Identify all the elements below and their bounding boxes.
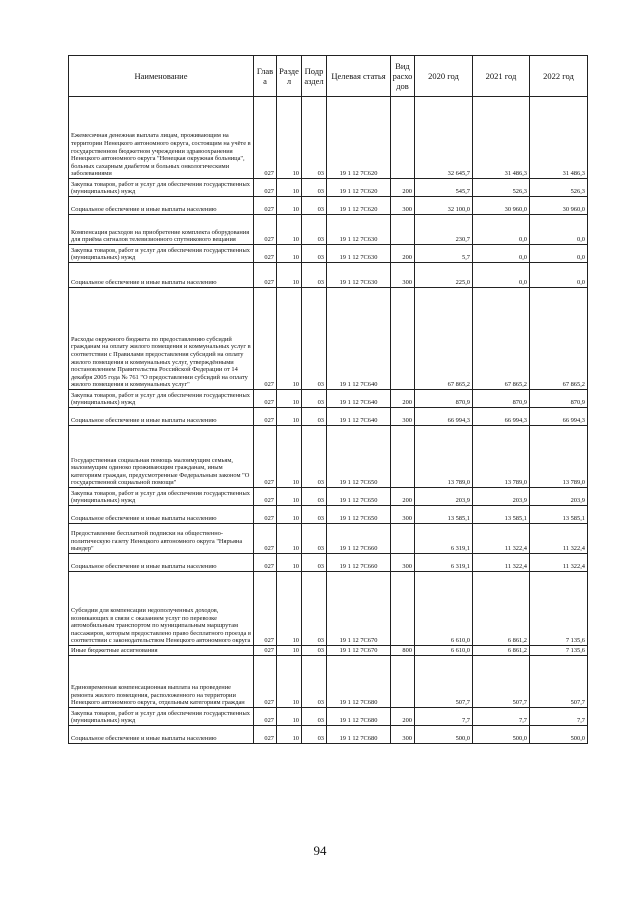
row-value-2022: 13 585,1 — [530, 506, 588, 524]
row-razdel: 10 — [277, 656, 302, 708]
table-row — [69, 390, 588, 408]
row-target-article: 19 1 12 7С660 — [327, 554, 391, 572]
row-expense-type — [391, 426, 415, 488]
row-podrazdel: 03 — [302, 524, 327, 554]
row-glava: 027 — [254, 263, 277, 288]
row-target-article: 19 1 12 7С630 — [327, 263, 391, 288]
row-expense-type: 300 — [391, 554, 415, 572]
table-row — [69, 524, 588, 554]
row-target-article: 19 1 12 7С630 — [327, 245, 391, 263]
row-value-2022: 500,0 — [530, 726, 588, 744]
row-razdel: 10 — [277, 554, 302, 572]
row-target-article: 19 1 12 7С680 — [327, 656, 391, 708]
row-razdel: 10 — [277, 524, 302, 554]
row-value-2021: 6 861,2 — [473, 646, 530, 656]
row-value-2022: 507,7 — [530, 656, 588, 708]
row-value-2022: 66 994,3 — [530, 408, 588, 426]
row-value-2020: 230,7 — [415, 215, 473, 245]
row-value-2020: 13 789,0 — [415, 426, 473, 488]
row-target-article: 19 1 12 7С650 — [327, 488, 391, 506]
row-name: Закупка товаров, работ и услуг для обеспечения государственных (муниципальных) нужд — [69, 708, 254, 726]
row-name: Предоставление бесплатной подписки на общественно-политическую газету Ненецкого автономного округа "Няръяна вындер" — [69, 524, 254, 554]
row-podrazdel: 03 — [302, 390, 327, 408]
row-name: Социальное обеспечение и иные выплаты населению — [69, 726, 254, 744]
row-name: Закупка товаров, работ и услуг для обеспечения государственных (муниципальных) нужд — [69, 245, 254, 263]
row-podrazdel: 03 — [302, 708, 327, 726]
header-year-2022: 2022 год — [530, 56, 588, 97]
row-razdel: 10 — [277, 708, 302, 726]
row-value-2021: 11 322,4 — [473, 554, 530, 572]
row-podrazdel: 03 — [302, 179, 327, 197]
table-row — [69, 554, 588, 572]
row-value-2021: 67 865,2 — [473, 288, 530, 390]
row-value-2022: 0,0 — [530, 245, 588, 263]
row-expense-type: 200 — [391, 488, 415, 506]
row-value-2022: 7 135,6 — [530, 572, 588, 646]
header-podrazdel: Подр аздел — [302, 56, 327, 97]
row-glava: 027 — [254, 726, 277, 744]
row-name: Социальное обеспечение и иные выплаты населению — [69, 554, 254, 572]
row-value-2020: 545,7 — [415, 179, 473, 197]
row-expense-type: 800 — [391, 646, 415, 656]
row-value-2020: 870,9 — [415, 390, 473, 408]
row-expense-type — [391, 572, 415, 646]
row-glava: 027 — [254, 646, 277, 656]
header-expense-type: Вид расхо дов — [391, 56, 415, 97]
header-year-2020: 2020 год — [415, 56, 473, 97]
table-row — [69, 656, 588, 708]
header-year-2021: 2021 год — [473, 56, 530, 97]
row-razdel: 10 — [277, 97, 302, 179]
row-value-2021: 7,7 — [473, 708, 530, 726]
row-value-2020: 7,7 — [415, 708, 473, 726]
page-number: 94 — [313, 843, 327, 858]
table-row — [69, 726, 588, 744]
row-name: Социальное обеспечение и иные выплаты населению — [69, 408, 254, 426]
row-value-2022: 7,7 — [530, 708, 588, 726]
row-podrazdel: 03 — [302, 646, 327, 656]
row-value-2020: 67 865,2 — [415, 288, 473, 390]
row-glava: 027 — [254, 488, 277, 506]
table-row — [69, 179, 588, 197]
row-name: Компенсация расходов на приобретение комплекта оборудования для приёма сигналов телевизионного спутникового вещания — [69, 215, 254, 245]
row-target-article: 19 1 12 7С620 — [327, 197, 391, 215]
row-podrazdel: 03 — [302, 408, 327, 426]
row-value-2021: 203,9 — [473, 488, 530, 506]
row-podrazdel: 03 — [302, 506, 327, 524]
row-expense-type — [391, 288, 415, 390]
row-razdel: 10 — [277, 288, 302, 390]
row-value-2022: 67 865,2 — [530, 288, 588, 390]
row-value-2021: 0,0 — [473, 245, 530, 263]
table-row — [69, 572, 588, 646]
table-header-row — [69, 56, 588, 97]
row-glava: 027 — [254, 554, 277, 572]
row-value-2022: 30 960,0 — [530, 197, 588, 215]
row-podrazdel: 03 — [302, 245, 327, 263]
row-glava: 027 — [254, 708, 277, 726]
row-name: Ежемесячная денежная выплата лицам, проживающим на территории Ненецкого автономного округа, состоящим на учёте в государственном бюджетном учреждении здравоохранения Ненецкого автономного округа "Ненецкая окружная больница", больных сахарным диабетом и больных онкологическими заболеваниями — [69, 97, 254, 179]
row-value-2021: 507,7 — [473, 656, 530, 708]
row-target-article: 19 1 12 7С640 — [327, 390, 391, 408]
row-expense-type: 200 — [391, 708, 415, 726]
row-value-2021: 6 861,2 — [473, 572, 530, 646]
row-value-2021: 13 789,0 — [473, 426, 530, 488]
row-razdel: 10 — [277, 646, 302, 656]
row-expense-type: 200 — [391, 179, 415, 197]
row-target-article: 19 1 12 7С630 — [327, 215, 391, 245]
row-razdel: 10 — [277, 506, 302, 524]
row-expense-type: 200 — [391, 245, 415, 263]
row-value-2020: 203,9 — [415, 488, 473, 506]
row-razdel: 10 — [277, 572, 302, 646]
row-value-2022: 31 486,3 — [530, 97, 588, 179]
row-name: Социальное обеспечение и иные выплаты населению — [69, 263, 254, 288]
header-name: Наименование — [69, 56, 254, 97]
row-name: Расходы окружного бюджета по предоставлению субсидий гражданам на оплату жилого помещения и коммунальных услуг в соответствии с Правилами предоставления субсидий на оплату жилого помещения и коммунальных услуг, утверждёнными постановлением Правительства Российской Федерации от 14 декабря 2005 года № 761 "О предоставлении субсидий на оплату жилого помещения и коммунальных услуг" — [69, 288, 254, 390]
row-glava: 027 — [254, 572, 277, 646]
row-value-2020: 13 585,1 — [415, 506, 473, 524]
row-podrazdel: 03 — [302, 288, 327, 390]
row-value-2021: 13 585,1 — [473, 506, 530, 524]
row-target-article: 19 1 12 7С670 — [327, 646, 391, 656]
row-podrazdel: 03 — [302, 197, 327, 215]
row-expense-type — [391, 656, 415, 708]
row-value-2022: 870,9 — [530, 390, 588, 408]
row-razdel: 10 — [277, 408, 302, 426]
row-target-article: 19 1 12 7С640 — [327, 288, 391, 390]
row-expense-type — [391, 215, 415, 245]
row-glava: 027 — [254, 97, 277, 179]
row-razdel: 10 — [277, 215, 302, 245]
row-razdel: 10 — [277, 426, 302, 488]
row-podrazdel: 03 — [302, 215, 327, 245]
row-value-2020: 507,7 — [415, 656, 473, 708]
row-expense-type: 300 — [391, 726, 415, 744]
row-value-2021: 0,0 — [473, 215, 530, 245]
row-glava: 027 — [254, 408, 277, 426]
row-razdel: 10 — [277, 726, 302, 744]
row-expense-type — [391, 524, 415, 554]
row-expense-type: 300 — [391, 408, 415, 426]
row-glava: 027 — [254, 215, 277, 245]
row-podrazdel: 03 — [302, 488, 327, 506]
row-glava: 027 — [254, 245, 277, 263]
row-glava: 027 — [254, 426, 277, 488]
header-glava: Глав а — [254, 56, 277, 97]
row-value-2020: 225,0 — [415, 263, 473, 288]
row-name: Закупка товаров, работ и услуг для обеспечения государственных (муниципальных) нужд — [69, 179, 254, 197]
row-podrazdel: 03 — [302, 572, 327, 646]
row-value-2022: 11 322,4 — [530, 524, 588, 554]
row-name: Иные бюджетные ассигнования — [69, 646, 254, 656]
row-value-2020: 66 994,3 — [415, 408, 473, 426]
row-name: Субсидии для компенсации недополученных доходов, возникающих в связи с оказанием услуг по перевозке автомобильным транспортом по муниципальным маршрутам пассажиров, которым предоставлено право бесплатного проезда в соответствии с законодательством Ненецкого автономного округа — [69, 572, 254, 646]
row-target-article: 19 1 12 7С650 — [327, 426, 391, 488]
row-value-2022: 0,0 — [530, 263, 588, 288]
row-value-2020: 32 100,0 — [415, 197, 473, 215]
row-expense-type — [391, 97, 415, 179]
row-target-article: 19 1 12 7С670 — [327, 572, 391, 646]
table-row — [69, 426, 588, 488]
row-podrazdel: 03 — [302, 426, 327, 488]
table-row — [69, 708, 588, 726]
row-target-article: 19 1 12 7С620 — [327, 97, 391, 179]
row-value-2021: 11 322,4 — [473, 524, 530, 554]
table-row — [69, 263, 588, 288]
row-glava: 027 — [254, 288, 277, 390]
row-name: Закупка товаров, работ и услуг для обеспечения государственных (муниципальных) нужд — [69, 390, 254, 408]
row-target-article: 19 1 12 7С650 — [327, 506, 391, 524]
row-value-2022: 0,0 — [530, 215, 588, 245]
row-value-2022: 11 322,4 — [530, 554, 588, 572]
row-name: Единовременная компенсационная выплата на проведение ремонта жилого помещения, расположенного на территории Ненецкого автономного округа, отдельным категориям граждан — [69, 656, 254, 708]
row-expense-type: 300 — [391, 197, 415, 215]
table-row — [69, 288, 588, 390]
row-expense-type: 300 — [391, 263, 415, 288]
row-value-2021: 31 486,3 — [473, 97, 530, 179]
row-value-2020: 500,0 — [415, 726, 473, 744]
row-glava: 027 — [254, 524, 277, 554]
table-row — [69, 245, 588, 263]
row-name: Закупка товаров, работ и услуг для обеспечения государственных (муниципальных) нужд — [69, 488, 254, 506]
row-value-2021: 500,0 — [473, 726, 530, 744]
row-podrazdel: 03 — [302, 656, 327, 708]
row-glava: 027 — [254, 179, 277, 197]
row-name: Социальное обеспечение и иные выплаты населению — [69, 197, 254, 215]
row-glava: 027 — [254, 390, 277, 408]
row-target-article: 19 1 12 7С680 — [327, 726, 391, 744]
row-glava: 027 — [254, 656, 277, 708]
row-value-2020: 32 645,7 — [415, 97, 473, 179]
row-name: Государственная социальная помощь малоимущим семьям, малоимущим одиноко проживающим гражданам, иным категориям граждан, предусмотренные Федеральным законом "О государственной социальной помощи" — [69, 426, 254, 488]
row-podrazdel: 03 — [302, 726, 327, 744]
row-value-2022: 13 789,0 — [530, 426, 588, 488]
row-value-2021: 526,3 — [473, 179, 530, 197]
table-row — [69, 506, 588, 524]
table-row — [69, 197, 588, 215]
row-razdel: 10 — [277, 488, 302, 506]
row-value-2020: 6 319,1 — [415, 524, 473, 554]
row-value-2020: 6 610,0 — [415, 646, 473, 656]
row-value-2022: 7 135,6 — [530, 646, 588, 656]
row-name: Социальное обеспечение и иные выплаты населению — [69, 506, 254, 524]
table-row — [69, 215, 588, 245]
row-target-article: 19 1 12 7С660 — [327, 524, 391, 554]
row-target-article: 19 1 12 7С640 — [327, 408, 391, 426]
row-razdel: 10 — [277, 197, 302, 215]
row-glava: 027 — [254, 197, 277, 215]
table-row — [69, 97, 588, 179]
row-podrazdel: 03 — [302, 97, 327, 179]
row-value-2020: 5,7 — [415, 245, 473, 263]
row-value-2021: 0,0 — [473, 263, 530, 288]
row-value-2022: 203,9 — [530, 488, 588, 506]
header-target-article: Целевая статья — [327, 56, 391, 97]
header-razdel: Разде л — [277, 56, 302, 97]
row-value-2021: 870,9 — [473, 390, 530, 408]
row-podrazdel: 03 — [302, 554, 327, 572]
row-value-2022: 526,3 — [530, 179, 588, 197]
row-razdel: 10 — [277, 390, 302, 408]
row-value-2021: 30 960,0 — [473, 197, 530, 215]
table-row — [69, 488, 588, 506]
row-target-article: 19 1 12 7С680 — [327, 708, 391, 726]
row-glava: 027 — [254, 506, 277, 524]
row-razdel: 10 — [277, 179, 302, 197]
table-row — [69, 646, 588, 656]
table-body — [69, 97, 588, 744]
row-podrazdel: 03 — [302, 263, 327, 288]
budget-table — [68, 55, 588, 744]
table-row — [69, 408, 588, 426]
row-target-article: 19 1 12 7С620 — [327, 179, 391, 197]
row-value-2020: 6 610,0 — [415, 572, 473, 646]
row-razdel: 10 — [277, 245, 302, 263]
row-expense-type: 300 — [391, 506, 415, 524]
row-value-2020: 6 319,1 — [415, 554, 473, 572]
row-expense-type: 200 — [391, 390, 415, 408]
row-value-2021: 66 994,3 — [473, 408, 530, 426]
row-razdel: 10 — [277, 263, 302, 288]
